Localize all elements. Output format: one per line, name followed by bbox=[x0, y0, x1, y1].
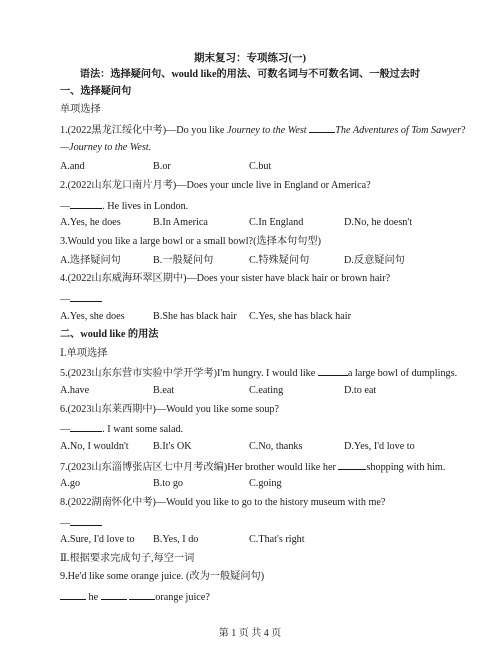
answer-blank[interactable] bbox=[129, 589, 155, 600]
dash: — bbox=[60, 424, 71, 435]
question-1-book1: Journey to the West bbox=[226, 125, 307, 136]
question-6: 6.(2023山东莱西期中)—Would you like some soup? bbox=[60, 404, 280, 415]
question-6-answer-tail: . I want some salad. bbox=[102, 424, 184, 435]
answer-blank[interactable] bbox=[70, 291, 102, 302]
question-9-answer-line bbox=[60, 589, 460, 605]
option-b: B.一般疑问句 bbox=[153, 255, 214, 266]
question-7-prefix: 7.(2023山东淄博张店区七中月考改编)Her brother would like her bbox=[60, 462, 339, 473]
option-d: D.to eat bbox=[344, 385, 377, 396]
question-2-answer-line bbox=[60, 198, 460, 214]
option-c: C.but bbox=[249, 161, 272, 172]
question-1-mark: ? bbox=[461, 125, 466, 136]
option-c: C.eating bbox=[249, 385, 284, 396]
option-b: B.It's OK bbox=[153, 441, 192, 452]
answer-blank[interactable] bbox=[101, 589, 127, 600]
option-d: D.Yes, I'd love to bbox=[344, 441, 415, 452]
option-c: C.Yes, she has black hair bbox=[249, 311, 351, 322]
question-5-suffix: a large bowl of dumplings. bbox=[347, 368, 458, 379]
question-5-prefix: 5.(2023山东东营市实验中学开学考)I'm hungry. I would like bbox=[60, 368, 318, 379]
option-a: A.and bbox=[60, 161, 85, 172]
question-1 bbox=[60, 122, 466, 138]
option-c: C.going bbox=[249, 478, 282, 489]
question-9-mid: he bbox=[88, 592, 99, 603]
option-a: A.选择疑问句 bbox=[60, 255, 121, 266]
option-a: A.have bbox=[60, 385, 90, 396]
question-7 bbox=[60, 459, 460, 475]
question-6-answer-line bbox=[60, 421, 460, 437]
question-8: 8.(2022湖南怀化中考)—Would you like to go to the history museum with me? bbox=[60, 497, 386, 508]
option-a: A.No, I wouldn't bbox=[60, 441, 129, 452]
section-2-heading: 二、would like 的用法 bbox=[60, 329, 159, 340]
option-b: B.or bbox=[153, 161, 171, 172]
option-b: B.to go bbox=[153, 478, 184, 489]
question-5 bbox=[60, 365, 460, 381]
question-2-answer-tail: . He lives in London. bbox=[102, 201, 189, 212]
page-title: 期末复习：专项练习(一) bbox=[194, 53, 306, 64]
question-9-end: orange juice? bbox=[155, 592, 210, 603]
section-2-subheading-2: Ⅱ.根据要求完成句子,每空一词 bbox=[60, 553, 195, 564]
question-1-prefix: 1.(2022黑龙江绥化中考)—Do you like bbox=[60, 125, 227, 136]
answer-blank[interactable] bbox=[70, 198, 102, 209]
question-7-suffix: shopping with him. bbox=[366, 462, 446, 473]
question-4: 4.(2022山东威海环翠区期中)—Does your sister have black hair or brown hair? bbox=[60, 273, 391, 284]
question-1-book2: The Adventures of Tom Sawyer bbox=[335, 125, 462, 136]
dash: — bbox=[60, 201, 71, 212]
option-c: C.That's right bbox=[249, 534, 305, 545]
question-8-answer-line bbox=[60, 515, 460, 531]
section-1-heading: 一、选择疑问句 bbox=[60, 86, 132, 97]
answer-blank[interactable] bbox=[70, 421, 102, 432]
page-subtitle: 语法：选择疑问句、would like的用法、可数名词与不可数名词、一般过去时 bbox=[79, 69, 421, 80]
option-d: D.No, he doesn't bbox=[344, 217, 413, 228]
option-b: B.Yes, I do bbox=[153, 534, 199, 545]
question-3: 3.Would you like a large bowl or a small bowl?(选择本句句型) bbox=[60, 236, 321, 247]
dash: — bbox=[60, 518, 71, 529]
option-c: C.In England bbox=[249, 217, 304, 228]
option-d: D.反意疑问句 bbox=[344, 255, 405, 266]
option-c: C.No, thanks bbox=[249, 441, 303, 452]
option-a: A.Yes, she does bbox=[60, 311, 125, 322]
section-1-subheading: 单项选择 bbox=[60, 104, 101, 115]
answer-blank[interactable] bbox=[70, 515, 102, 526]
answer-blank[interactable] bbox=[60, 589, 86, 600]
answer-blank[interactable] bbox=[309, 122, 335, 133]
option-b: B.In America bbox=[153, 217, 208, 228]
option-a: A.Yes, he does bbox=[60, 217, 121, 228]
option-a: A.Sure, I'd love to bbox=[60, 534, 135, 545]
question-2: 2.(2022山东龙口南片月考)—Does your uncle live in England or America? bbox=[60, 180, 371, 191]
question-4-answer-line bbox=[60, 291, 460, 307]
dash: — bbox=[60, 294, 71, 305]
section-2-subheading: Ⅰ.单项选择 bbox=[60, 348, 108, 359]
page-footer: 第 1 页 共 4 页 bbox=[218, 628, 282, 639]
question-1-answer: —Journey to the West. bbox=[60, 142, 152, 153]
option-b: B.eat bbox=[153, 385, 175, 396]
question-9: 9.He'd like some orange juice. (改为一般疑问句) bbox=[60, 571, 265, 582]
answer-blank[interactable] bbox=[338, 459, 366, 470]
answer-blank[interactable] bbox=[318, 365, 348, 376]
option-c: C.特殊疑问句 bbox=[249, 255, 310, 266]
option-a: A.go bbox=[60, 478, 81, 489]
option-b: B.She has black hair bbox=[153, 311, 237, 322]
